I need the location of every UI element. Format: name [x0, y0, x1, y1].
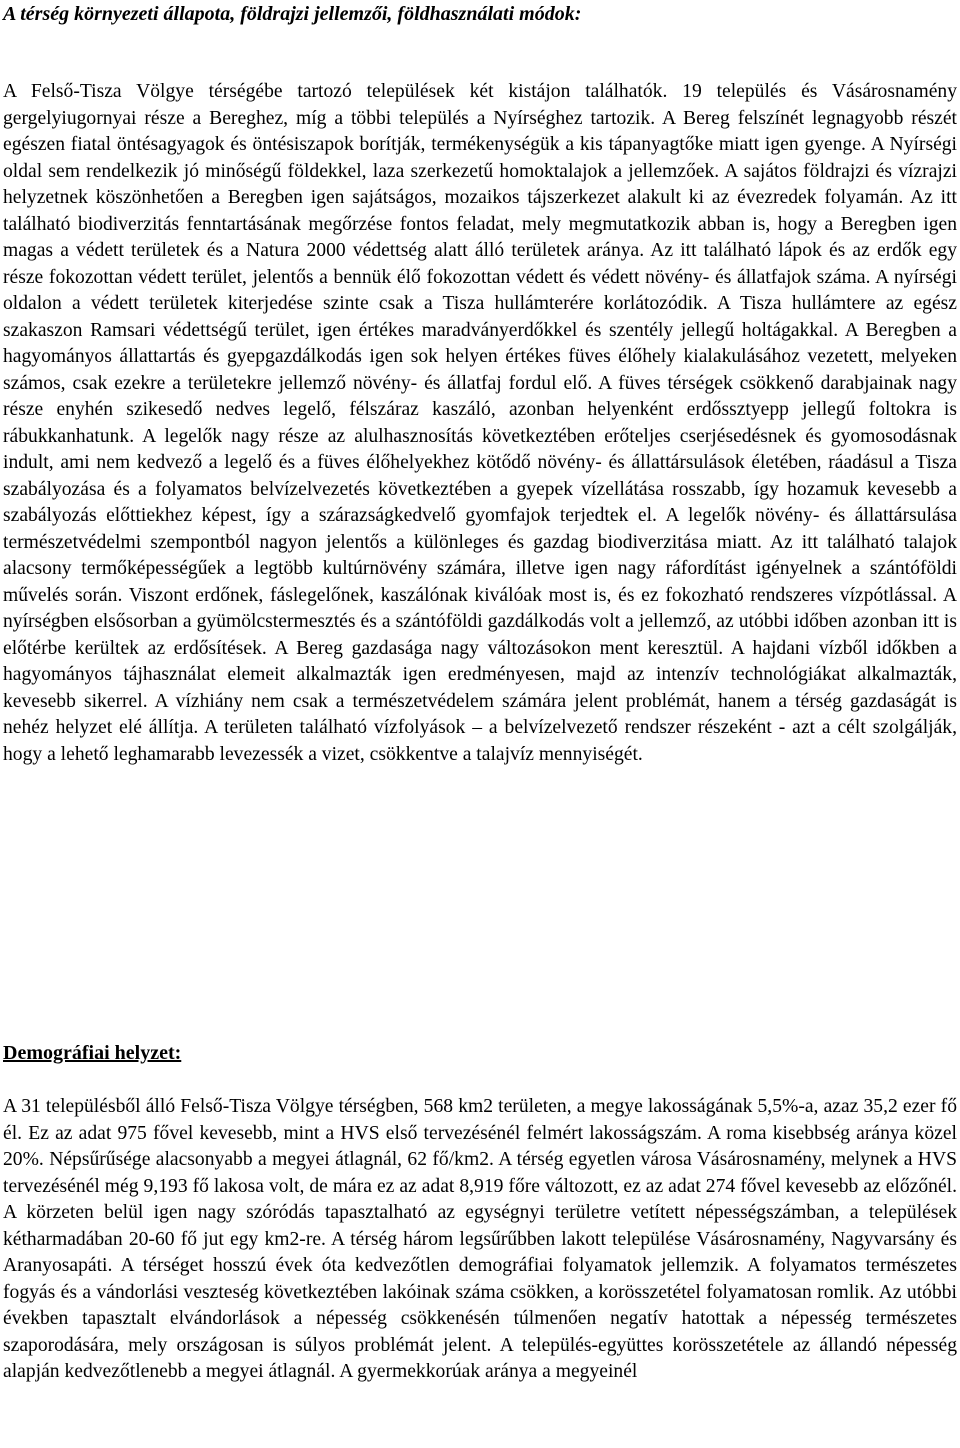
- demography-paragraph: A 31 településből álló Felső-Tisza Völgye térségben, 568 km2 területen, a megye lakosságának 5,5%-a, azaz 35,2 ezer fő él. Ez az adat 975 fővel kevesebb, mint a HVS első tervezésénél felmért lakosságszám. A roma kisebbség aránya közel 20%. Népsűrűsége alacsonyabb a megyei átlagnál, 62 fő/km2. A térség egyetlen városa Vásárosnamény, melynek a HVS tervezésénél még 9,193 fő lakosa volt, de mára ez az adat 8,919 főre változott, ez az adat 274 fővel kevesebb az előzőnél. A körzeten belül igen nagy szóródás tapasztalható az egységnyi területre vetített népességszámban, a települések kétharmadában 20-60 fő jut egy km2-re. A térség három legsűrűbben lakott települése Vásárosnamény, Nagyvarsány és Aranyosapáti. A térséget hosszú évek óta kedvezőtlen demográfiai folyamatok jellemzik. A folyamatos természetes fogyás és a vándorlási veszteség következtében lakóinak száma csökken, a korösszetétel folyamatosan romlik. Az utóbbi években tapasztalt elvándorlások a népesség csökkenésén túlmenően negatív hatottak a népesség természetes szaporodására, mely országosan is súlyos problémát jelent. A település-együttes korösszetétele az állandó népesség alapján kedvezőtlenebb a megyei átlagnál. A gyermekkorúak aránya a megyeinél: [3, 1096, 957, 1382]
- section-title-environment: A térség környezeti állapota, földrajzi jellemzői, földhasználati módok:: [3, 3, 582, 25]
- environment-paragraph: A Felső-Tisza Völgye térségébe tartozó települések két kistájon találhatók. 19 település és Vásárosnamény gergelyiugornyai része a Bereghez, míg a többi település a Nyírséghez tartozik. A Bereg felszínét legnagyobb részét egészen fiatal öntésagyagok és öntésiszapok borítják, termékenységük a kis tápanyagtőke miatt igen gyenge. A Nyírségi oldal sem rendelkezik jó minőségű földekkel, laza szerkezetű homoktalajok a jellemzőek. A sajátos földrajzi és vízrajzi helyzetnek köszönhetően a Beregben igen sajátságos, mozaikos tájszerkezet alakult ki az évezredek folyamán. Az itt található biodiverzitás fenntartásának megőrzése fontos feladat, mely megmutatkozik abban is, hogy a Beregben igen magas a védett területek és a Natura 2000 védettség alatt álló területek aránya. Az itt található lápok és az erdők egy része fokozottan védett terület, jelentős a bennük élő fokozottan védett és védett növény- és állatfajok száma. A nyírségi oldalon a védett területek kiterjedése szinte csak a Tisza hullámterére korlátozódik. A Tisza hullámtere az egész szakaszon Ramsari védettségű terület, igen értékes maradványerdőkkel és szentély jellegű holtágakkal. A Beregben a hagyományos állattartás és gyepgazdálkodás igen sok helyen értékes füves élőhely kialakulásához vezetett, melyeken számos, csak ezekre a területekre jellemző növény- és állatfaj fordul elő. A füves térségek csökkenő darabjainak nagy része enyhén szikesedő nedves legelő, félszáraz kaszáló, azonban helyenként erdőssztyepp jellegű foltokra is rábukkanhatunk. A legelők nagy része az alulhasznosítás következtében erőteljes cserjésedésnek és gyomosodásnak indult, ami nem kedvező a legelő és a füves élőhelyekhez kötődő növény- és állattársulások életében, ráadásul a Tisza szabályozása és a folyamatos belvízelvezetés következtében a gyepek vízellátása rosszabb, így hozamuk kevesebb a szabályozás előttiekhez képest, így a szárazságkedvelő gyomfajok terjedtek el. A legelők növény- és állattársulása természetvédelmi szempontból nagyon jelentős a különleges és gazdag biodiverzitása miatt. Az itt található talajok alacsony termőképességűek a legtöbb kultúrnövény számára, illetve igen nagy ráfordítást igényelnek a szántóföldi művelés során. Viszont erdőnek, fáslegelőnek, kaszálónak kiválóak most is, és ez fokozható rendszeres vízpótlással. A nyírségben elsősorban a gyümölcstermesztés és a szántóföldi gazdálkodás volt a jellemző, az utóbbi időben azonban itt is előtérbe kerültek az erdősítések. A Bereg gazdasága nagy változásokon ment keresztül. A hajdani vízből időkben a hagyományos tájhasználat elemeit alkalmazták igen eredményesen, majd az intenzív technológiákat alkalmazták, kevesebb sikerrel. A vízhiány nem csak a természetvédelem számára jelent problémát, hanem a térség gazdaságát is nehéz helyzet elé állítja. A területen található vízfolyások – a belvízelvezető rendszer részeként - azt a célt szolgálják, hogy a lehető leghamarabb levezessék a vizet, csökkentve a talajvíz mennyiségét.: [3, 81, 957, 765]
- section-title-demography-text: Demográfiai helyzet:: [3, 1042, 182, 1064]
- section-title-demography: [3, 1040, 181, 1066]
